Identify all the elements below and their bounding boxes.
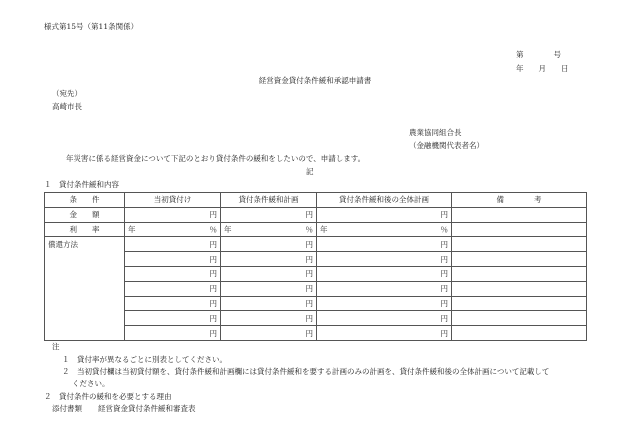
section-1-title: １ 貸付条件緩和内容 — [44, 180, 119, 189]
yen-unit: 円 — [305, 284, 313, 294]
table-row-rate — [45, 222, 587, 237]
repayment-overall-cell[interactable] — [317, 252, 452, 267]
repayment-remarks-cell[interactable] — [452, 266, 587, 281]
loan-conditions-table — [44, 192, 587, 341]
addressee: 高崎市長 — [52, 102, 82, 111]
attachment-line — [52, 404, 196, 413]
applicant-organization: 農業協同組合長 — [409, 128, 462, 137]
document-number-label: 第 号 — [516, 50, 561, 59]
table-row-repayment — [45, 311, 587, 326]
attachment-label: 添付書類 — [52, 404, 82, 413]
yen-unit: 円 — [209, 239, 217, 249]
notes-label: 注 — [52, 342, 60, 351]
yen-unit: 円 — [305, 254, 313, 264]
percent-unit: ％ — [209, 224, 217, 234]
rate-remarks-cell[interactable] — [452, 222, 587, 237]
yen-unit: 円 — [209, 313, 217, 323]
year-unit: 年 — [128, 224, 136, 234]
repayment-initial-cell[interactable] — [125, 237, 221, 252]
repayment-initial-cell[interactable] — [125, 311, 221, 326]
table-row-repayment — [45, 252, 587, 267]
repayment-overall-cell[interactable] — [317, 281, 452, 296]
table-row-repayment — [45, 266, 587, 281]
table-row-amount — [45, 207, 587, 222]
applicant-representative: （金融機関代表者名） — [409, 141, 484, 150]
header-condition: 条 件 — [45, 193, 125, 208]
yen-unit: 円 — [440, 254, 448, 264]
yen-unit: 円 — [305, 210, 313, 220]
repayment-remarks-cell[interactable] — [452, 311, 587, 326]
rate-plan-cell[interactable] — [221, 222, 317, 237]
repayment-initial-cell[interactable] — [125, 252, 221, 267]
section-2-title: ２ 貸付条件の緩和を必要とする理由 — [44, 392, 172, 401]
repayment-plan-cell[interactable] — [221, 311, 317, 326]
ki-mark: 記 — [306, 167, 314, 176]
repayment-overall-cell[interactable] — [317, 266, 452, 281]
amount-initial-cell[interactable] — [125, 207, 221, 222]
table-header-row — [45, 193, 587, 208]
yen-unit: 円 — [305, 313, 313, 323]
repayment-plan-cell[interactable] — [221, 237, 317, 252]
repayment-overall-cell[interactable] — [317, 326, 452, 341]
header-relief-plan: 貸付条件緩和計画 — [221, 193, 317, 208]
attachment-name: 経営資金貸付条件緩和審査表 — [98, 404, 196, 413]
repayment-plan-cell[interactable] — [221, 296, 317, 311]
table-row-repayment — [45, 326, 587, 341]
amount-overall-cell[interactable] — [317, 207, 452, 222]
repayment-initial-cell[interactable] — [125, 326, 221, 341]
yen-unit: 円 — [440, 210, 448, 220]
repayment-remarks-cell[interactable] — [452, 237, 587, 252]
amount-plan-cell[interactable] — [221, 207, 317, 222]
note-item-1: １ 貸付率が異なるごとに別表としてください。 — [62, 355, 227, 364]
table-row-repayment — [45, 296, 587, 311]
yen-unit: 円 — [209, 284, 217, 294]
repayment-overall-cell[interactable] — [317, 296, 452, 311]
header-remarks: 備 考 — [452, 193, 587, 208]
table-row-repayment — [45, 237, 587, 252]
form-number: 様式第15号（第11条関係） — [44, 22, 139, 31]
page-title: 経営資金貸付条件緩和承認申請書 — [258, 76, 372, 85]
yen-unit: 円 — [209, 298, 217, 308]
yen-unit: 円 — [440, 313, 448, 323]
addressee-label: （宛先） — [52, 89, 82, 98]
repayment-remarks-cell[interactable] — [452, 296, 587, 311]
yen-unit: 円 — [209, 269, 217, 279]
repayment-remarks-cell[interactable] — [452, 281, 587, 296]
year-unit: 年 — [224, 224, 232, 234]
yen-unit: 円 — [305, 298, 313, 308]
repayment-plan-cell[interactable] — [221, 326, 317, 341]
header-overall-plan: 貸付条件緩和後の全体計画 — [317, 193, 452, 208]
yen-unit: 円 — [440, 284, 448, 294]
yen-unit: 円 — [440, 328, 448, 338]
year-unit: 年 — [320, 224, 328, 234]
yen-unit: 円 — [305, 328, 313, 338]
repayment-overall-cell[interactable] — [317, 311, 452, 326]
yen-unit: 円 — [440, 239, 448, 249]
repayment-method-label: 償還方法 — [45, 237, 125, 341]
note-item-2-continued: ください。 — [72, 379, 110, 388]
repayment-overall-cell[interactable] — [317, 237, 452, 252]
repayment-initial-cell[interactable] — [125, 296, 221, 311]
rate-label: 利 率 — [45, 222, 125, 237]
percent-unit: ％ — [305, 224, 313, 234]
amount-remarks-cell[interactable] — [452, 207, 587, 222]
yen-unit: 円 — [209, 328, 217, 338]
repayment-plan-cell[interactable] — [221, 281, 317, 296]
table-row-repayment — [45, 281, 587, 296]
repayment-remarks-cell[interactable] — [452, 326, 587, 341]
yen-unit: 円 — [209, 210, 217, 220]
yen-unit: 円 — [305, 269, 313, 279]
percent-unit: ％ — [440, 224, 448, 234]
repayment-plan-cell[interactable] — [221, 252, 317, 267]
yen-unit: 円 — [209, 254, 217, 264]
amount-label: 金 額 — [45, 207, 125, 222]
repayment-remarks-cell[interactable] — [452, 252, 587, 267]
rate-overall-cell[interactable] — [317, 222, 452, 237]
note-item-2: ２ 当初貸付欄は当初貸付額を、貸付条件緩和計画欄には貸付条件緩和を要する計画のみの計画を、貸付条件緩和後の全体計画について記載して — [62, 367, 550, 376]
intro-text: 年災害に係る経営資金について下記のとおり貸付条件の緩和をしたいので、申請します。 — [66, 154, 366, 163]
yen-unit: 円 — [440, 298, 448, 308]
yen-unit: 円 — [305, 239, 313, 249]
date-label: 年 月 日 — [516, 64, 569, 73]
rate-initial-cell[interactable] — [125, 222, 221, 237]
repayment-initial-cell[interactable] — [125, 266, 221, 281]
repayment-initial-cell[interactable] — [125, 281, 221, 296]
yen-unit: 円 — [440, 269, 448, 279]
header-initial-loan: 当初貸付け — [125, 193, 221, 208]
repayment-plan-cell[interactable] — [221, 266, 317, 281]
